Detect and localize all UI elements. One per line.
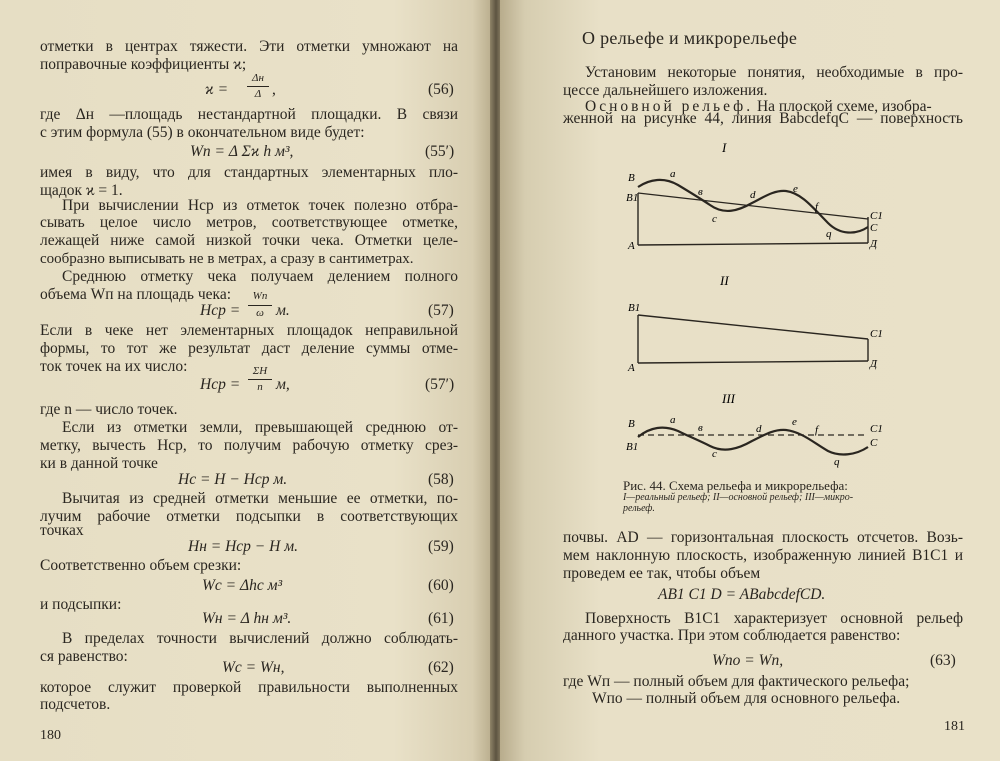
text-line: Среднюю отметку чека получаем делением полного [62,268,458,285]
formula-56-end: , [272,81,276,98]
formula-56-denominator: Δ [254,88,262,100]
formula-57-end: м. [276,302,290,319]
right-page [500,0,1000,761]
point-label: a [670,168,676,180]
point-label: в [698,186,703,198]
text-line: Если в чеке нет элементарных площадок неправильной [40,322,458,339]
fraction-bar [247,86,269,87]
text-line: При вычислении Hср из отметок точек полезно отбра- [62,197,458,214]
text-line: которое служит проверкой правильности выполненных [40,679,458,696]
formula-number: (59) [428,538,454,555]
micro-relief-line [638,428,868,455]
formula-56-lhs: ϰ = [205,81,229,98]
formula-number: (56) [428,81,454,98]
point-label: B [628,172,635,184]
point-label: Д [870,358,877,370]
text-line: лежащей ниже самой низкой точки чека. Отметки целе- [40,232,458,249]
part-label: I [722,140,727,155]
formula-number: (62) [428,659,454,676]
section-title: О рельефе и микрорельефе [582,28,798,48]
point-label: B1 [626,441,639,453]
term-spaced: Основной рельеф. [585,98,754,115]
text-line: точках [40,522,84,539]
point-label: B [628,418,635,430]
point-label: f [815,201,819,213]
formula-volume: AB1 C1 D = ABabcdefCD. [658,586,826,603]
formula-57-prime-numerator: ΣH [252,365,268,377]
part-label: III [722,391,735,406]
text-line: Поверхность B1C1 характеризует основной рельеф [585,610,963,627]
point-label: C [870,437,878,449]
point-label: C1 [870,210,883,222]
text-line: женной на рисунке 44, линия BabcdefqC — поверхность [563,110,963,127]
text-line: подсчетов. [40,696,111,713]
text-line: лучим рабочие отметки подсыпки в соответствующих [40,508,458,525]
point-label: c [712,448,717,460]
point-label: C1 [870,328,883,340]
point-label: C1 [870,423,883,435]
formula-58: Hс = H − Hср м. [178,471,288,488]
formula-57-denominator: ω [256,307,264,319]
formula-number: (63) [930,652,956,669]
formula-57-lhs: Hср = [200,302,241,319]
fraction-bar [248,305,272,306]
point-label: в [698,422,703,434]
text-line: Установим некоторые понятия, необходимые в про- [585,64,963,81]
formula-number: (57) [428,302,454,319]
text-line: Вычитая из средней отметки меньшие ее отметки, по- [62,490,458,507]
text-line: и подсыпки: [40,596,122,613]
figure-legend: I—реальный рельеф; II—основной рельеф; III—микро- [623,492,854,503]
fraction-bar [248,379,272,380]
formula-57-prime-end: м, [276,376,290,393]
formula-number: (60) [428,577,454,594]
point-label: C [870,222,878,234]
text-line: проведем ее так, чтобы объем [563,565,761,582]
text-line: с этим формула (55) в окончательном виде будет: [40,124,365,141]
point-label: e [793,183,798,195]
text-line: почвы. AD — горизонтальная плоскость отсчетов. Возь- [563,529,963,546]
text-line: где Δн —площадь нестандартной площадки. В связи [40,106,458,123]
text-line: поправочные коэффициенты ϰ; [40,56,247,73]
formula-57-prime-lhs: Hср = [200,376,241,393]
text-line: сывать целое число метров, соответствующее отметке, [40,214,458,231]
text-line: имея в виду, что для стандартных элементарных пло- [40,164,458,181]
formula-number: (58) [428,471,454,488]
text-line: отметки в центрах тяжести. Эти отметки умножают на [40,38,458,55]
point-label: B1 [628,302,641,314]
text-line: Wпо — полный объем для основного рельефа. [592,690,901,707]
text-line: данного участка. При этом соблюдается равенство: [563,627,901,644]
figure-legend: рельеф. [623,503,655,514]
term-continuation: На плоской схеме, изобра- [756,98,932,115]
text-line: ток точек на их число: [40,358,188,375]
formula-number: (61) [428,610,454,627]
text-line: ся равенство: [40,648,128,665]
point-label: f [815,424,819,436]
text-line: сообразно выписывать не в метрах, а сразу в сантиметрах. [40,251,414,267]
part-label: II [720,273,729,288]
point-label: A [628,362,635,374]
formula-60: Wс = Δhс м³ [202,577,283,594]
formula-number: (57′) [425,376,455,393]
formula-55-prime: Wп = Δ Σϰ h м³, [190,143,294,160]
page-number: 181 [944,719,965,734]
point-label: d [750,189,756,201]
text-line: объема Wп на площадь чека: [40,286,232,303]
figure-44 [618,135,883,485]
text-line: щадок ϰ = 1. [40,182,123,199]
formula-56-numerator: Δн [252,72,264,84]
text-line: формы, то тот же результат даст деление суммы отме- [40,340,458,357]
formula-61: Wн = Δ hн м³. [202,610,292,627]
line-B1C1 [638,315,868,339]
part-I [626,140,883,252]
point-label: c [712,213,717,225]
point-label: a [670,414,676,426]
page-number: 180 [40,728,61,743]
text-line: цессе дальнейшего изложения. [563,82,768,99]
line-AD [638,243,868,245]
part-III [626,391,883,468]
formula-62: Wс = Wн, [222,659,285,676]
formula-number: (55′) [425,143,455,160]
text-line: Если из отметки земли, превышающей среднюю от- [62,419,458,436]
formula-59: Hн = Hср − H м. [188,538,298,555]
text-line: метку, вычесть Hср, то получим рабочую отметку срез- [40,437,458,454]
line-AD [638,361,868,363]
part-II [627,273,883,374]
text-line: Соответственно объем срезки: [40,557,242,574]
text-line: В пределах точности вычислений должно соблюдать- [62,630,458,647]
text-line: где n — число точек. [40,401,178,418]
point-label: Д [870,238,877,250]
point-label: q [826,228,832,240]
point-label: d [756,423,762,435]
formula-57-numerator: Wп [252,290,268,302]
figure-caption: Рис. 44. Схема рельефа и микрорельефа: [623,478,848,493]
text-line: где Wп — полный объем для фактического рельефа; [563,673,910,690]
text-line: ки в данной точке [40,455,158,472]
point-label: B1 [626,192,639,204]
text-line: мем наклонную плоскость, изображенную линией B1C1 и [563,547,963,564]
left-page [0,0,492,761]
formula-57-prime-denominator: n [257,381,263,393]
point-label: e [792,416,797,428]
point-label: A [628,240,635,252]
formula-63: Wпо = Wп, [712,652,784,669]
point-label: q [834,456,840,468]
